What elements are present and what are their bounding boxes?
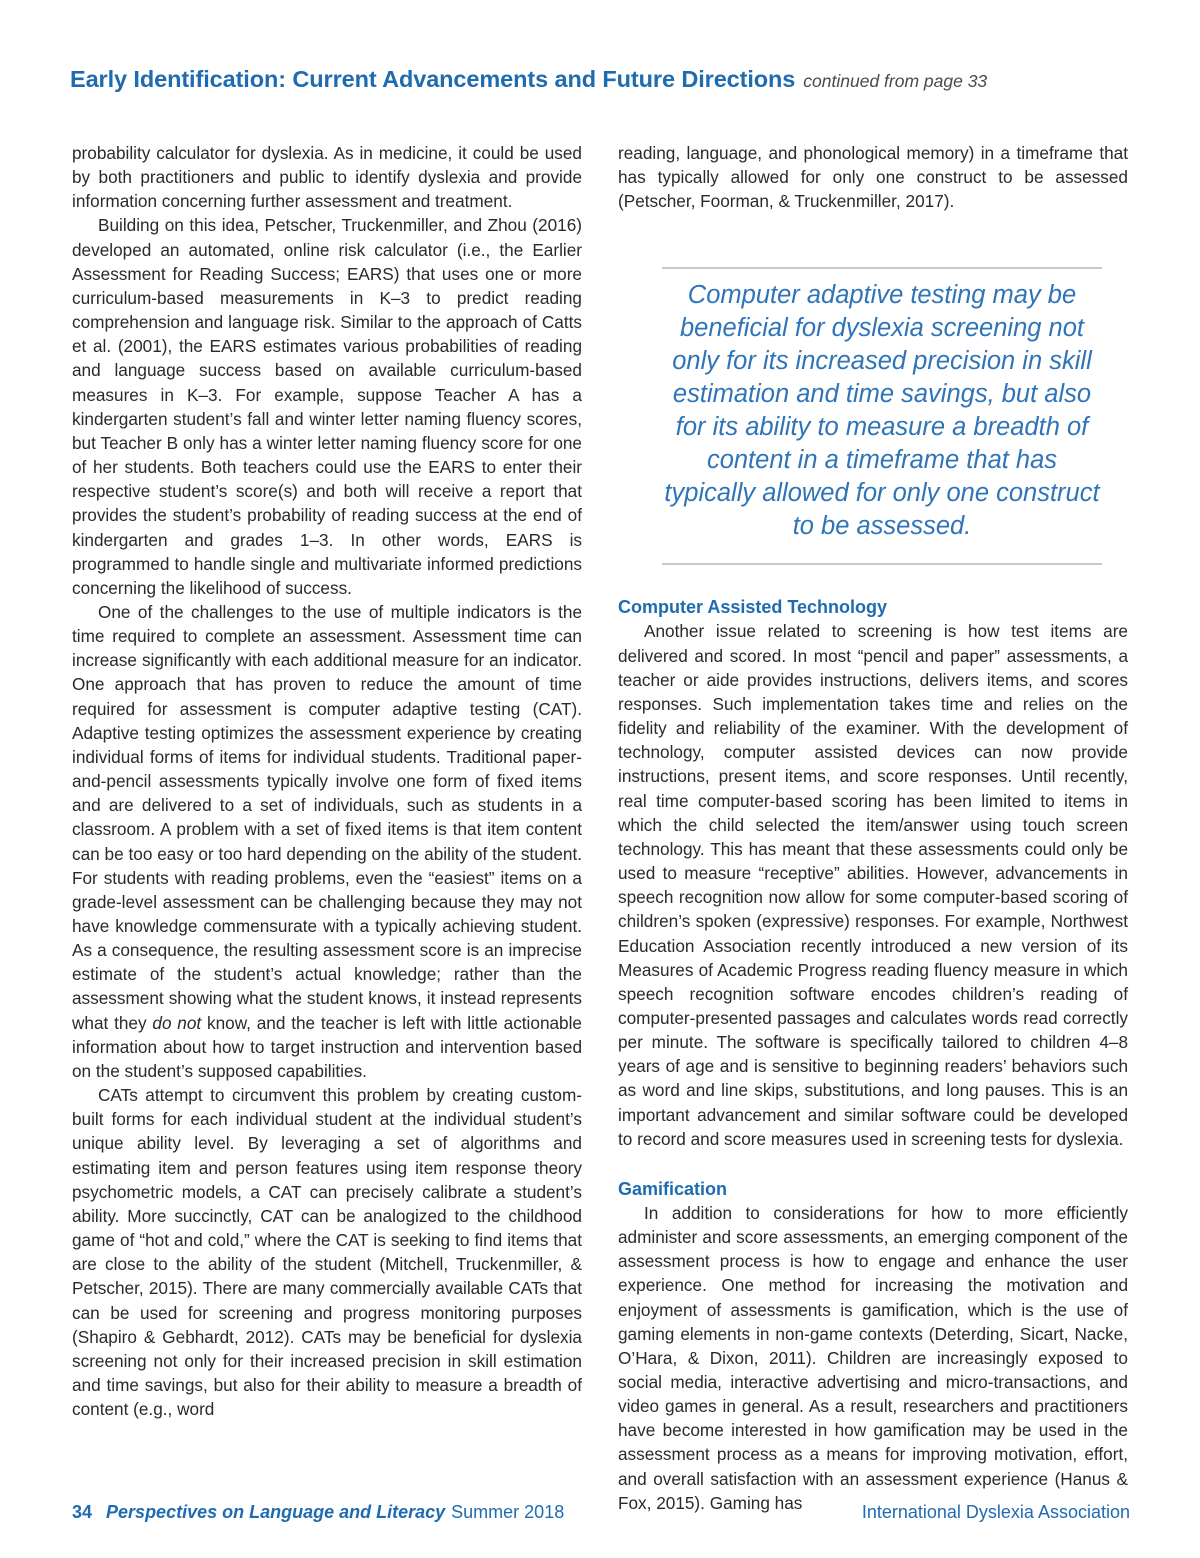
organization-name: International Dyslexia Association xyxy=(861,1502,1130,1522)
section-heading-gamification: Gamification xyxy=(618,1178,728,1199)
page-footer xyxy=(72,1502,1130,1523)
page-number: 34 xyxy=(72,1502,93,1522)
section-heading-computer-assisted-technology: Computer Assisted Technology xyxy=(618,597,888,618)
running-header xyxy=(70,66,1130,93)
emphasis-text: do not xyxy=(152,1012,202,1033)
body-paragraph xyxy=(72,600,582,1083)
issue-date: Summer 2018 xyxy=(451,1502,565,1522)
journal-name: Perspectives on Language and Literacy xyxy=(106,1502,446,1522)
body-paragraph: In addition to considerations for how to more efficiently administer and score assessments, an emerging component of the assessment process is how to engage and enhance the user experience. One method for increasing the motivation and enjoyment of assessments is gamification, which is the use of gaming elements in non-game contexts (Deterding, Sicart, Nacke, O’Hara, & Dixon, 2011). Children are increasingly exposed to social media, interactive advertising and micro-transactions, and video games in general. As a result, researchers and practitioners have become interested in how gamification may be used in the assessment process as a means for improving motivation, effort, and overall satisfaction with an assessment experience (Hanus & Fox, 2015). Gaming has xyxy=(618,1202,1128,1513)
body-text: One of the challenges to the use of multiple indicators is the time required to complete an assessment. Assessment time can increase significantly with each additional measure for an indicator. One approach that has proven to reduce the amount of time required for assessment is computer adaptive testing (CAT). Adaptive testing optimizes the assessment experience by creating individual forms of items for individual students. Traditional paper-and-pencil assessments typically involve one form of fixed items and are delivered to a set of individuals, such as students in a classroom. A problem with a set of fixed items is that item content can be too easy or too hard depending on the ability of the student. For students with reading problems, even the “easiest” items on a grade-level assessment can be challenging because they may not have knowledge commensurate with a typically achieving student. As a consequence, the resulting assessment score is an imprecise estimate of the student’s actual knowledge; rather than the assessment showing what the student knows, it instead represents what they xyxy=(72,601,582,1033)
article-title: Early Identification: Current Advancements and Future Directions xyxy=(70,66,796,92)
body-paragraph: Building on this idea, Petscher, Truckenmiller, and Zhou (2016) developed an automated, online risk calculator (i.e., the Earlier Assessment for Reading Success; EARS) that uses one or more curriculum-based measurements in K–3 to predict reading comprehension and language risk. Similar to the approach of Catts et al. (2001), the EARS estimates various probabilities of reading and language success based on available curriculum-based measures in K–3. For example, suppose Teacher A has a kindergarten student’s fall and winter letter naming fluency scores, but Teacher B only has a winter letter naming fluency score for one of her students. Both teachers could use the EARS to enter their respective student’s score(s) and both will receive a report that provides the student’s probability of reading success at the end of kindergarten and grades 1–3. In other words, EARS is programmed to handle single and multivariate informed predictions concerning the likelihood of success. xyxy=(72,215,582,598)
body-paragraph: CATs attempt to circumvent this problem by creating custom-built forms for each individual student at the individual student’s unique ability level. By leveraging a set of algorithms and estimating item and person features using item response theory psychometric models, a CAT can precisely calibrate a student’s ability. More succinctly, CAT can be analogized to the childhood game of “hot and cold,” where the CAT is seeking to find items that are close to the ability of the student (Mitchell, Truckenmiller, & Petscher, 2015). There are many commercially available CATs that can be used for screening and progress monitoring purposes (Shapiro & Gebhardt, 2012). CATs may be beneficial for dyslexia screening not only for their increased precision in skill estimation and time savings, but also for their ability to measure a breadth of content (e.g., word xyxy=(72,1085,582,1420)
body-text: know, and the teacher is left with little actionable information about how to target instruction and intervention based on the student’s supposed capabilities. xyxy=(72,1012,582,1081)
body-paragraph: Another issue related to screening is how test items are delivered and scored. In most “pencil and paper” assessments, a teacher or aide provides instructions, delivers items, and scores responses. Such implementation takes time and relies on the fidelity and reliability of the examiner. With the development of technology, computer assisted devices can now provide instructions, present items, and score responses. Until recently, real time computer-based scoring has been limited to items in which the child selected the item/answer using touch screen technology. This has meant that these assessments could only be used to measure “receptive” abilities. However, advancements in speech recognition now allow for some computer-based scoring of children’s spoken (expressive) responses. For example, Northwest Education Association recently introduced a new version of its Measures of Academic Progress reading fluency measure in which speech recognition software encodes children’s reading of computer-presented passages and calculates words read correctly per minute. The software is specifically tailored to children 4–8 years of age and is sensitive to beginning readers’ behaviors such as word and line skips, substitutions, and long pauses. This is an important advancement and similar software could be developed to record and score measures used in screening tests for dyslexia. xyxy=(618,621,1128,1149)
body-paragraph: reading, language, and phonological memory) in a timeframe that has typically allowed for only one construct to be assessed (Petscher, Foorman, & Truckenmiller, 2017). xyxy=(618,143,1128,212)
body-paragraph: probability calculator for dyslexia. As in medicine, it could be used by both practitioners and public to identify dyslexia and provide information concerning further assessment and treatment. xyxy=(72,143,582,212)
left-column xyxy=(72,141,582,1421)
continued-note: continued from page 33 xyxy=(803,71,988,91)
pull-quote: Computer adaptive testing may be beneficial for dyslexia screening not only for its increased precision in skill estimation and time savings, but also for its ability to measure a breadth of content in a timeframe that has typically allowed for only one construct to be assessed. xyxy=(662,267,1102,565)
right-column xyxy=(618,141,1128,1515)
